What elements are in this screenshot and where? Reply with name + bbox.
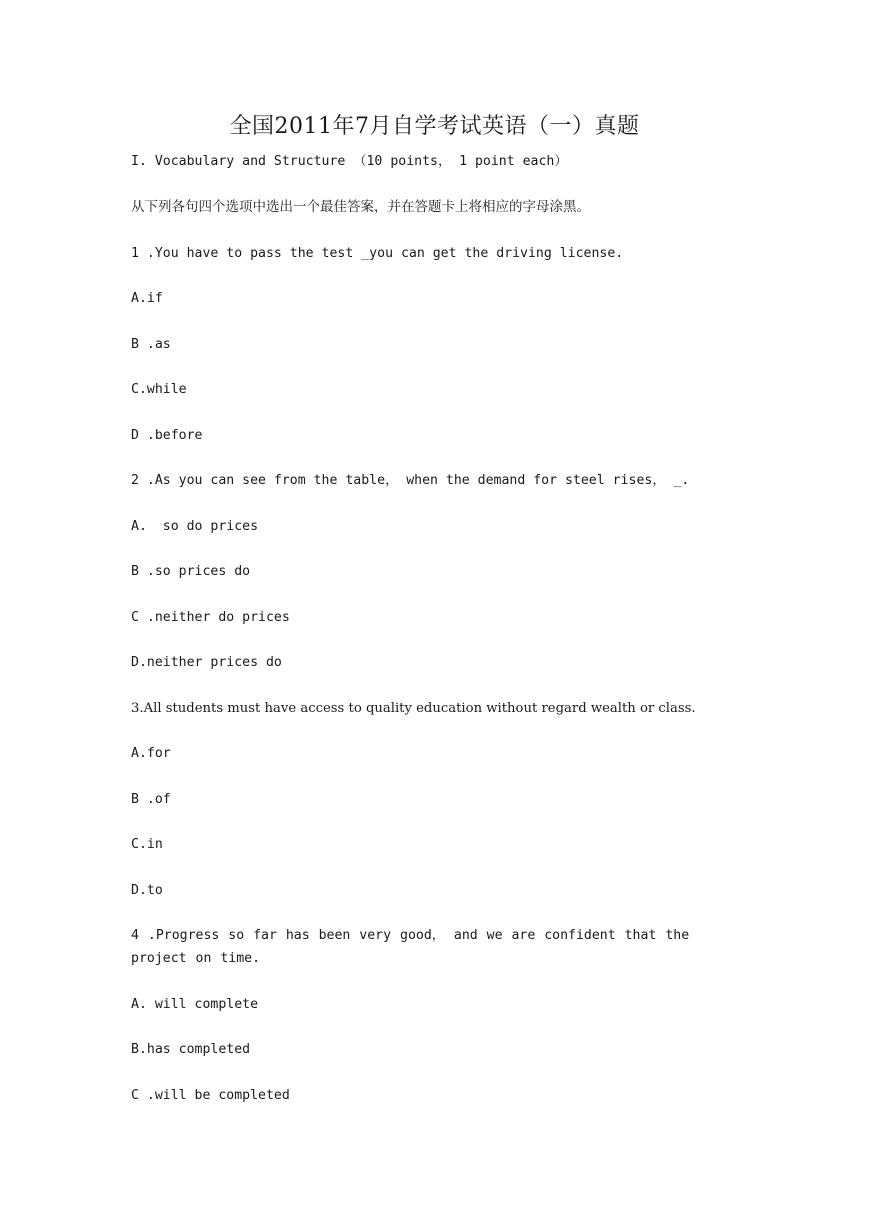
section-heading: I. Vocabulary and Structure （10 points， 1 point each） — [131, 154, 568, 169]
question-3-option-d: D.to — [131, 883, 163, 898]
question-3-stem: 3.All students must have access to quality education without regard wealth or class. — [131, 701, 696, 716]
question-1-option-c: C.while — [131, 382, 187, 397]
question-1-option-b: B .as — [131, 337, 171, 352]
question-4-stem: 4 .Progress so far has been very good， and we are confident that the project on time. — [131, 928, 690, 966]
question-3-option-a: A.for — [131, 746, 171, 761]
question-2-stem: 2 .As you can see from the table， when the demand for steel rises， _. — [131, 473, 690, 488]
document-title: 全国2011年7月自学考试英语（一）真题 — [229, 114, 640, 139]
question-4-option-a: A. will complete — [131, 997, 259, 1012]
question-2-option-a: A. so do prices — [131, 519, 259, 534]
question-2-option-b: B .so prices do — [131, 564, 251, 579]
question-3-option-c: C.in — [131, 837, 163, 852]
question-2-option-d: D.neither prices do — [131, 655, 282, 670]
question-1-option-a: A.if — [131, 291, 163, 306]
question-3-option-b: B .of — [131, 792, 171, 807]
question-4-option-c: C .will be completed — [131, 1088, 290, 1103]
question-1-option-d: D .before — [131, 428, 203, 443]
question-2-option-c: C .neither do prices — [131, 610, 290, 625]
question-1-stem: 1 .You have to pass the test _you can get the driving license. — [131, 246, 624, 261]
instruction-text: 从下列各句四个选项中选出一个最佳答案，并在答题卡上将相应的字母涂黑。 — [131, 199, 590, 215]
question-4-option-b: B.has completed — [131, 1042, 251, 1057]
